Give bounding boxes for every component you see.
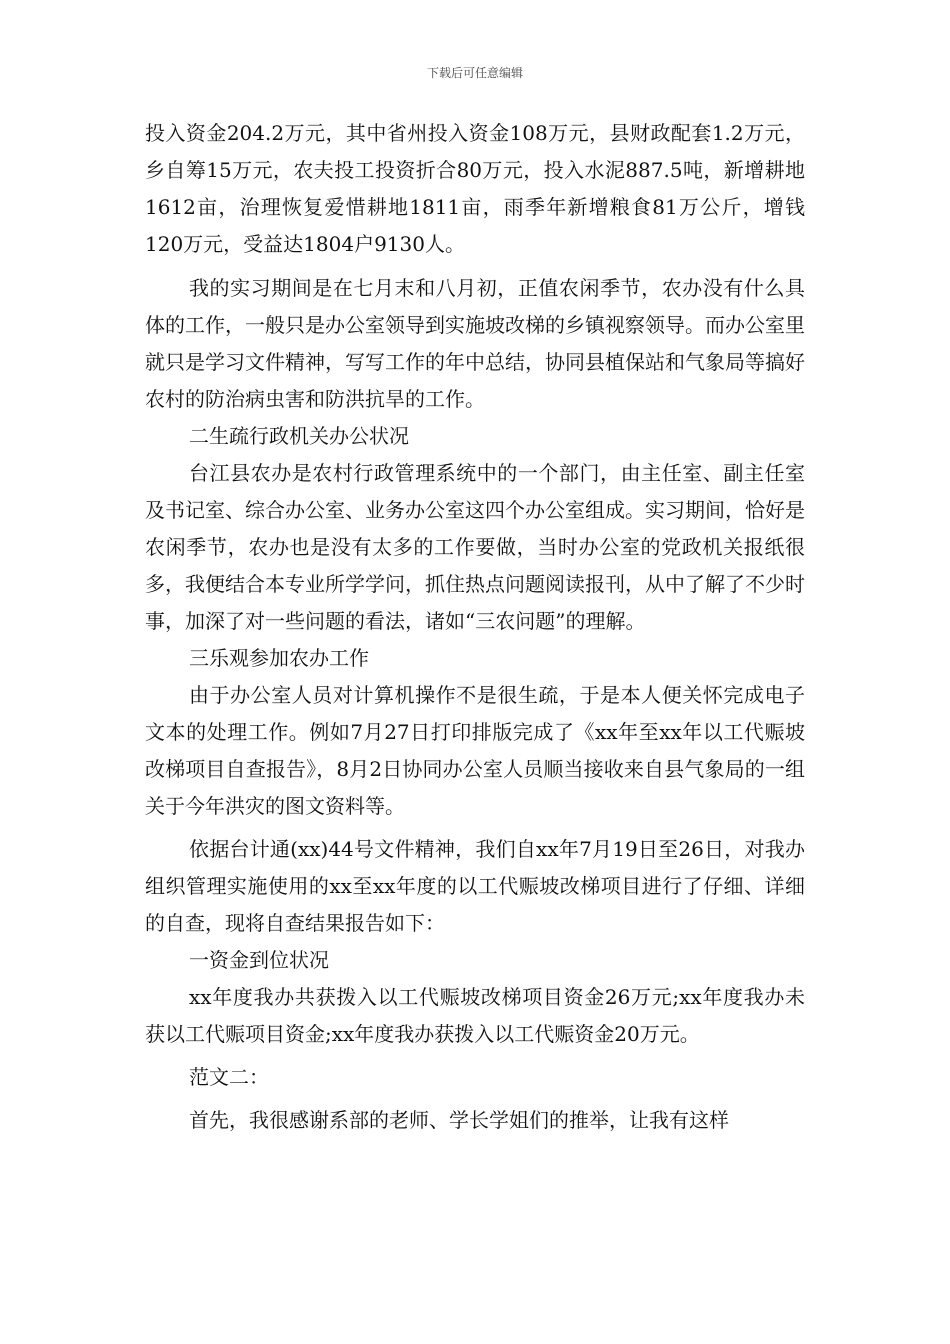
section-heading-funding: 一资金到位状况 bbox=[189, 948, 329, 972]
page-header: 下载后可任意编辑 bbox=[426, 66, 523, 80]
paragraph-self-inspection: 依据台计通(xx)44号文件精神，我们自xx年7月19日至26日，对我办组织管理实施使用的xx至xx年度的以工代赈坡改梯项目进行了仔细、详细的自查，现将自查结果报告如下： bbox=[145, 837, 805, 935]
paragraph-office-structure: 台江县农办是农村行政管理系统中的一个部门，由主任室、副主任室及书记室、综合办公室、业务办公室这四个办公室组成。实习期间，恰好是农闲季节，农办也是没有太多的工作要做，当时办公室的党政机关报纸很多，我便结合本专业所学学问，抓住热点问题阅读报刊，从中了解了不少时事，加深了对一些问题的看法，诸如“三农问题”的理解。 bbox=[145, 461, 805, 633]
paragraph-internship-period: 我的实习期间是在七月末和八月初，正值农闲季节，农办没有什么具体的工作，一般只是办公室领导到实施坡改梯的乡镇视察领导。而办公室里就只是学习文件精神，写写工作的年中总结，协同县植保站和气象局等搞好农村的防治病虫害和防洪抗旱的工作。 bbox=[145, 276, 805, 411]
paragraph-computer-work: 由于办公室人员对计算机操作不是很生疏，于是本人便关怀完成电子文本的处理工作。例如7月27日打印排版完成了《xx年至xx年以工代赈坡改梯项目自查报告》，8月2日协同办公室人员顺当接收来自县气象局的一组关于今年洪灾的图文资料等。 bbox=[145, 683, 805, 818]
paragraph-funding-summary: 投入资金204.2万元，其中省州投入资金108万元，县财政配套1.2万元，乡自筹15万元，农夫投工投资折合80万元，投入水泥887.5吨，新增耕地1612亩，治理恢复爱惜耕地1811亩，雨季年新增粮食81万公斤，增钱120万元，受益达1804户9130人。 bbox=[145, 121, 805, 256]
paragraph-thanks: 首先，我很感谢系部的老师、学长学姐们的推举，让我有这样 bbox=[189, 1108, 729, 1132]
paragraph-funding-details: xx年度我办共获拨入以工代赈坡改梯项目资金26万元;xx年度我办未获以工代赈项目资金;xx年度我办获拨入以工代赈资金20万元。 bbox=[145, 985, 805, 1046]
section-heading-participation: 三乐观参加农办工作 bbox=[189, 646, 369, 670]
document-body bbox=[145, 115, 805, 1139]
section-heading-office-status: 二生疏行政机关办公状况 bbox=[189, 424, 409, 448]
section-heading-sample-two: 范文二： bbox=[189, 1065, 269, 1089]
